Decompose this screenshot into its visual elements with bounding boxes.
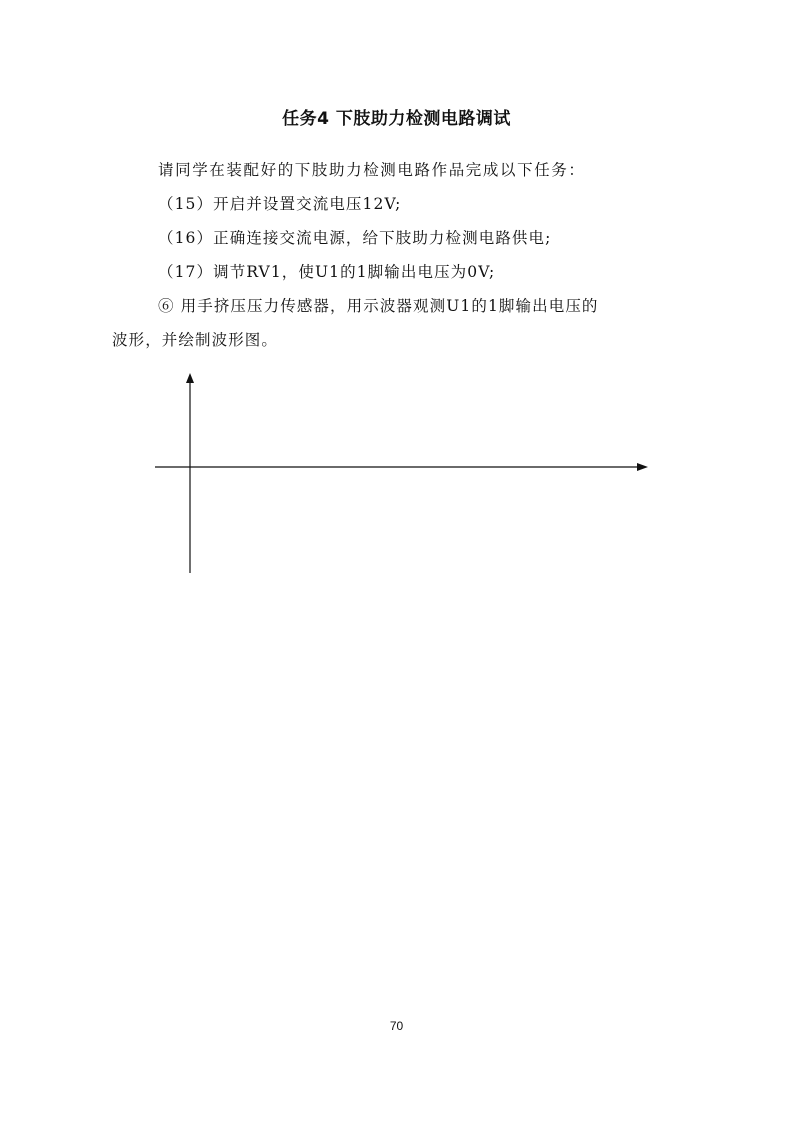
task-item-6-continuation: 波形，并绘制波形图。: [112, 331, 279, 349]
vertical-axis: [186, 373, 194, 573]
task-item-16: （16）正确连接交流电源，给下肢助力检测电路供电;: [158, 229, 552, 247]
page-title: 任务4 下肢助力检测电路调试: [282, 109, 511, 129]
task-item-15: （15）开启并设置交流电压12V;: [158, 195, 402, 213]
waveform-drawing-axes: [150, 370, 660, 580]
task-item-6: ⑥ 用手挤压压力传感器，用示波器观测U1的1脚输出电压的: [158, 297, 599, 315]
horizontal-axis: [155, 463, 648, 471]
intro-text: 请同学在装配好的下肢助力检测电路作品完成以下任务：: [158, 161, 586, 179]
task-item-17: （17）调节RV1，使U1的1脚输出电压为0V;: [158, 263, 496, 281]
page-number: 70: [389, 1019, 404, 1033]
